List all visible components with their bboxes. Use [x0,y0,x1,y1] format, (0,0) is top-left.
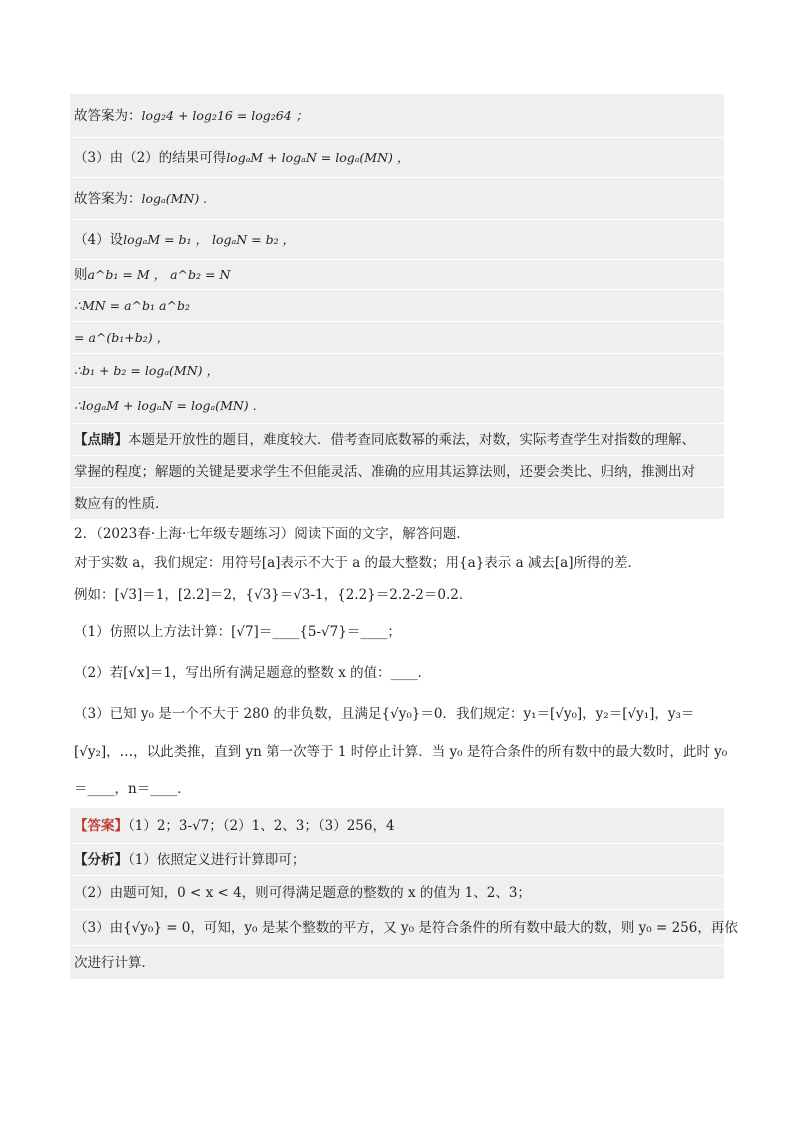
comment-line-3 [70,488,724,520]
line-text: （4）设 [74,232,124,248]
answer-label: 【答案】 [74,818,128,834]
question-part-2 [70,652,724,694]
solution-line-3 [70,178,724,220]
comment-text: 数应有的性质． [74,496,169,512]
answer-text: （1）2；3-√7；（2）1、2、3；（3）256，4 [128,818,395,834]
question-part-3-line-3 [70,770,724,808]
document-page [70,94,738,980]
math-expression: ∴logₐM + logₐN = logₐ(MN) . [74,398,257,413]
analysis-text: （1）依照定义进行计算即可； [128,852,306,868]
question-header-text: 2．（2023春·上海·七年级专题练习）阅读下面的文字，解答问题． [74,526,470,542]
comment-label: 【点睛】 [74,432,128,448]
comment-text: 本题是开放性的题目，难度较大．借考查同底数幂的乘法，对数，实际考查学生对指数的理解、 [128,432,695,448]
analysis-label: 【分析】 [74,852,128,868]
question-part-3-text: （3）已知 y₀ 是一个不大于 280 的非负数，且满足{√y₀}＝0．我们规定：y₁＝[√y₀]，y₂＝[√y₁]，y₃＝ [74,706,695,722]
line-text: 故答案为： [74,108,142,124]
question-part-3-text: [√y₂]，…，以此类推，直到 yn 第一次等于 1 时停止计算．当 y₀ 是符合条件的所有数中的最大数时，此时 y₀ [74,744,728,760]
question-part-1-text: （1）仿照以上方法计算：[√7]＝____{5-√7}＝____； [74,624,401,640]
question-intro [70,548,724,578]
answer-line [70,808,724,844]
math-expression: = a^(b₁+b₂) ， [74,330,170,345]
question-part-3-text: ＝____，n＝____． [74,781,191,797]
question-example [70,578,724,612]
math-expression: logₐM + logₐN = logₐ(MN) ， [226,150,410,165]
solution-line-5 [70,260,724,290]
analysis-text: （3）由{√y₀} = 0，可知，y₀ 是某个整数的平方，又 y₀ 是符合条件的所有数中最大的数，则 y₀ = 256，再依 [74,920,738,936]
line-text: 则 [74,267,88,283]
line-text: 故答案为： [74,191,142,207]
analysis-text: 次进行计算． [74,955,155,971]
analysis-line-2 [70,876,724,910]
solution-line-6 [70,290,724,322]
question-header [70,520,724,548]
solution-line-9 [70,388,724,424]
math-expression: log₂4 + log₂16 = log₂64 ； [141,108,309,123]
line-text: （3）由（2）的结果可得 [74,150,227,166]
analysis-line-1 [70,844,724,876]
solution-line-2 [70,138,724,178]
question-part-1 [70,612,724,652]
math-expression: logₐM = b₁ ， logₐN = b₂ ， [123,232,296,247]
analysis-line-4 [70,946,724,980]
solution-line-1 [70,94,724,138]
question-part-3-line-1 [70,694,724,734]
question-example-text: 例如：[√3]＝1，[2.2]＝2，{√3}＝√3-1，{2.2}＝2.2-2＝0.2． [74,587,473,603]
comment-line-2 [70,456,724,488]
question-part-2-text: （2）若[√x]＝1，写出所有满足题意的整数 x 的值：____． [74,665,432,681]
question-part-3-line-2 [70,734,728,770]
math-expression: ∴b₁ + b₂ = logₐ(MN) ， [74,363,220,378]
math-expression: a^b₁ = M ， a^b₂ = N [87,267,231,282]
solution-line-8 [70,354,724,388]
analysis-line-3 [70,910,738,946]
math-expression: logₐ(MN) . [141,191,208,206]
analysis-text: （2）由题可知，0 < x < 4，则可得满足题意的整数的 x 的值为 1、2、3； [74,885,531,901]
math-expression: ∴MN = a^b₁ a^b₂ [74,298,190,313]
question-intro-text: 对于实数 a，我们规定：用符号[a]表示不大于 a 的最大整数；用{a}表示 a 减去[a]所得的差． [74,555,641,571]
solution-line-4 [70,220,724,260]
comment-line-1 [70,424,724,456]
comment-text: 掌握的程度；解题的关键是要求学生不但能灵活、准确的应用其运算法则，还要会类比、归纳，推测出对 [74,464,695,480]
solution-line-7 [70,322,724,354]
